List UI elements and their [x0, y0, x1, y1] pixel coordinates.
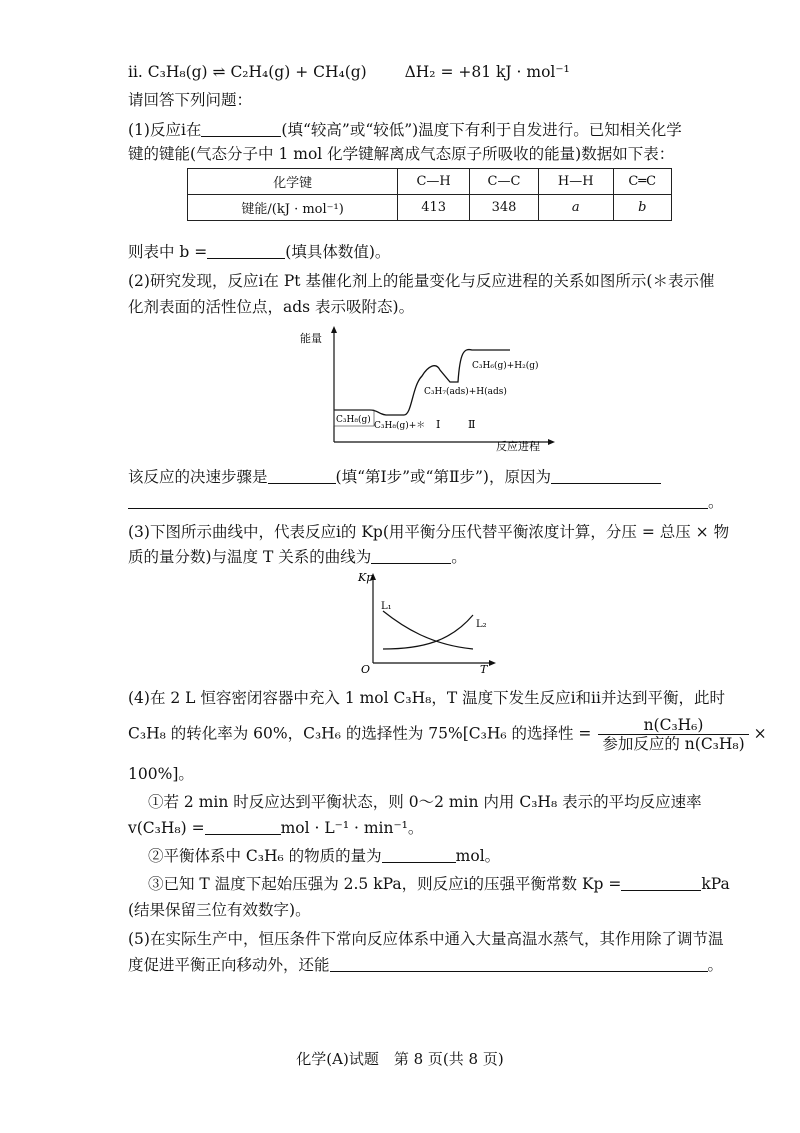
- q3-line1: (3)下图所示曲线中，代表反应ⅰ的 Kp(用平衡分压代替平衡浓度计算，分压 = 总压 × 物: [128, 523, 730, 541]
- q4-sub2-unit: mol。: [455, 847, 501, 865]
- q4-sub1-line1: ①若 2 min 时反应达到平衡状态，则 0～2 min 内用 C₃H₈ 表示的平均反应速率: [148, 793, 702, 811]
- page-footer: 化学(A)试题 第 8 页(共 8 页): [296, 1050, 504, 1068]
- times-sign: ×: [753, 724, 767, 743]
- q4-sub2: [148, 846, 500, 866]
- x-axis-arrow: [548, 439, 555, 445]
- curve-label: L₂: [476, 619, 487, 630]
- table-header: C—H: [398, 169, 470, 195]
- step-label: Ⅰ: [436, 418, 441, 431]
- table-row: [188, 195, 672, 221]
- q2-reason-line: [128, 492, 724, 512]
- table-header: C═C: [613, 169, 671, 195]
- q1-line2: 键的键能(气态分子中 1 mol 化学键解离成气态原子所吸收的能量)数据如下表：: [128, 145, 675, 163]
- curve-l2: [383, 615, 473, 649]
- q2-line2: 化剂表面的活性位点，ads 表示吸附态)。: [128, 298, 415, 316]
- q4-text-a: C₃H₈ 的转化率为 60%，C₃H₆ 的选择性为 75%[C₃H₆ 的选择性 =: [128, 724, 592, 743]
- q3-text-b: 。: [451, 548, 467, 566]
- x-axis-label: T: [480, 663, 488, 675]
- q2-line1: (2)研究发现，反应ⅰ在 Pt 基催化剂上的能量变化与反应进程的关系如图所示(＊表示催: [128, 272, 715, 290]
- kp-temperature-chart: [355, 567, 505, 675]
- q4-line1: (4)在 2 L 恒容密闭容器中充入 1 mol C₃H₈，T 温度下发生反应ⅰ和ⅱ并达到平衡，此时: [128, 689, 725, 707]
- curve-label: L₁: [381, 601, 392, 612]
- q4-amount-blank[interactable]: [382, 846, 456, 863]
- q3-line2: [128, 547, 467, 567]
- table-header-row: [188, 169, 672, 195]
- q5-answer-blank[interactable]: [330, 955, 708, 972]
- y-axis-label: 能量: [300, 332, 322, 345]
- reaction-ii-equation: C₃H₈(g) ⇌ C₂H₄(g) + CH₄(g): [147, 63, 367, 81]
- q5-line1: (5)在实际生产中，恒压条件下常向反应体系中通入大量高温水蒸气，其作用除了调节温: [128, 930, 724, 948]
- energy-profile-chart: [300, 322, 570, 452]
- q4-sub2-text: ②平衡体系中 C₃H₆ 的物质的量为: [148, 847, 382, 865]
- origin-label: O: [361, 663, 371, 675]
- state-label: C₃H₆(g)+H₂(g): [472, 361, 539, 371]
- q4-rate-blank[interactable]: [205, 818, 281, 835]
- q2-reason-blank[interactable]: [551, 467, 661, 484]
- q4-sub3-note: (结果保留三位有效数字)。: [128, 901, 311, 919]
- fraction-numerator: n(C₃H₆): [598, 716, 748, 735]
- state-label: C₃H₇(ads)+H(ads): [424, 387, 507, 397]
- q4-line3: 100%]。: [128, 765, 194, 783]
- step-label: Ⅱ: [468, 418, 476, 431]
- q1-b-blank[interactable]: [207, 242, 285, 259]
- q1-ask: [128, 242, 390, 262]
- q4-sub3-text: ③已知 T 温度下起始压强为 2.5 kPa，则反应ⅰ的压强平衡常数 Kp =: [148, 875, 622, 893]
- reaction-ii-enthalpy: ΔH₂ = +81 kJ · mol⁻¹: [404, 63, 570, 81]
- q5-line2: [128, 955, 723, 975]
- selectivity-fraction: [598, 716, 748, 753]
- q3-curve-blank[interactable]: [371, 547, 451, 564]
- q1-text-a: (1)反应ⅰ在: [128, 121, 202, 139]
- q4-sub3-unit: kPa: [701, 875, 730, 893]
- q4-sub1-line2: [128, 818, 423, 838]
- q3-text-a: 质的量分数)与温度 T 关系的曲线为: [128, 548, 372, 566]
- table-header: C—C: [470, 169, 539, 195]
- state-label: C₃H₈(g)+＊: [374, 421, 426, 431]
- q5-text: 度促进平衡正向移动外，还能: [128, 956, 330, 974]
- table-header: 化学键: [188, 169, 398, 195]
- table-cell: 348: [470, 195, 539, 221]
- table-header: H—H: [538, 169, 613, 195]
- state-label: C₃H₈(g): [336, 415, 371, 425]
- q5-end: 。: [707, 956, 724, 974]
- y-axis-arrow: [331, 326, 337, 333]
- q4-sub1-unit: mol · L⁻¹ · min⁻¹。: [280, 819, 424, 837]
- q1-line1: [128, 120, 682, 140]
- bond-energy-table: [187, 168, 672, 221]
- table-row-label: 键能/(kJ · mol⁻¹): [188, 195, 398, 221]
- intro-text: 请回答下列问题：: [128, 91, 253, 109]
- reaction-ii: [128, 62, 570, 82]
- x-axis-arrow: [489, 660, 496, 666]
- energy-curve: [334, 350, 510, 415]
- q2-ask-b: (填“第Ⅰ步”或“第Ⅱ步”)，原因为: [335, 468, 551, 486]
- q1-answer-blank[interactable]: [201, 120, 281, 137]
- table-cell: b: [613, 195, 671, 221]
- q2-ask-a: 该反应的决速步骤是: [128, 468, 268, 486]
- y-axis-label: Kp: [358, 571, 374, 584]
- q2-step-blank[interactable]: [268, 467, 336, 484]
- q4-kp-blank[interactable]: [621, 874, 701, 891]
- table-cell: 413: [398, 195, 470, 221]
- q1-ask-b: (填具体数值)。: [285, 243, 391, 261]
- fraction-denominator: 参加反应的 n(C₃H₈): [602, 735, 745, 753]
- q4-line2: [128, 716, 767, 753]
- reaction-ii-label: ⅱ.: [128, 63, 143, 81]
- q1-text-b: (填“较高”或“较低”)温度下有利于自发进行。已知相关化学: [281, 121, 682, 139]
- x-axis-label: 反应进程: [496, 440, 540, 452]
- q2-ask: [128, 467, 661, 487]
- table-cell: a: [538, 195, 613, 221]
- q4-sub3: [148, 874, 730, 894]
- q2-end: 。: [708, 493, 724, 511]
- q1-ask-a: 则表中 b =: [128, 243, 208, 261]
- q2-reason-blank-2[interactable]: [128, 492, 708, 509]
- q4-sub1-text: v(C₃H₈) =: [128, 819, 205, 837]
